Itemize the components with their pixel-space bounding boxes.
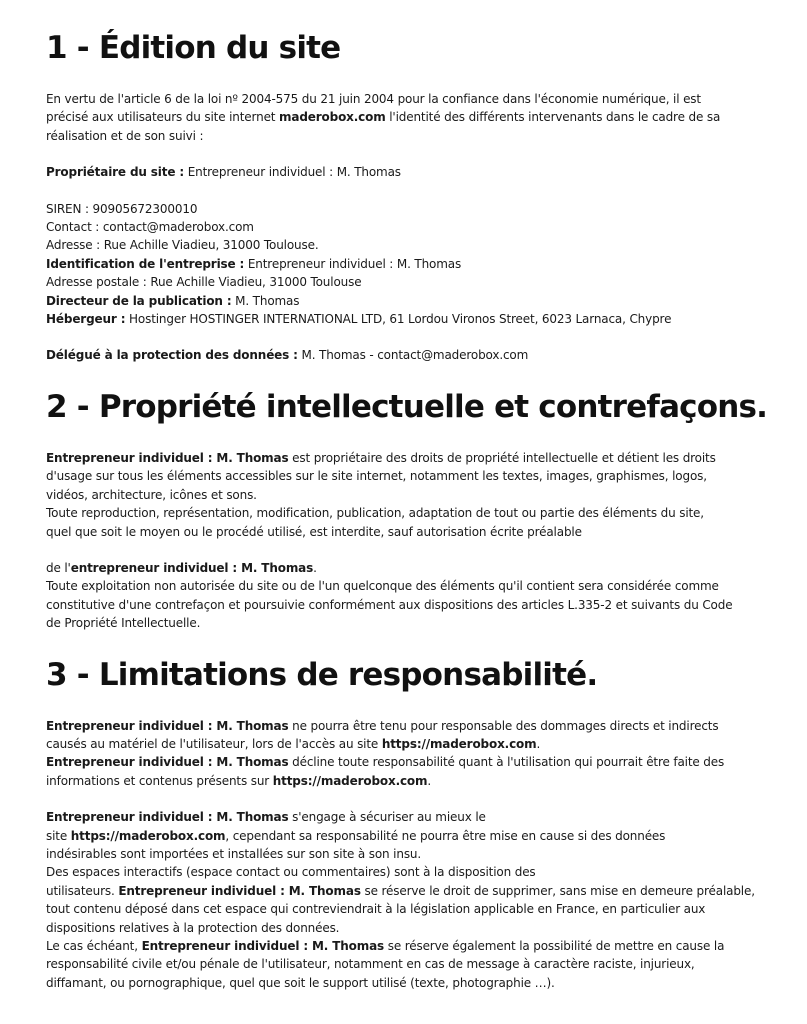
ip-line-7: Toute exploitation non autorisée du site ou de l'un quelconque des éléments qu'il contient sera considérée comme [46, 579, 719, 594]
security-line-8: Le cas échéant, Entrepreneur individuel : M. Thomas se réserve également la possibilité de mettre en cause la [46, 939, 725, 953]
intro-line-1: En vertu de l'article 6 de la loi nº 2004-575 du 21 juin 2004 pour la confiance dans l'économie numérique, il est [46, 92, 701, 106]
intro-line-3: réalisation et de son suivi : [46, 128, 204, 143]
siren-line: SIREN : 90905672300010 [46, 201, 198, 216]
liability-line-4: informations et contenus présents sur https://maderobox.com. [46, 773, 432, 788]
liability-line-2: causés au matériel de l'utilisateur, lors de l'accès au site https://maderobox.com. [46, 736, 541, 751]
section-3-title: 3 - Limitations de responsabilité. [46, 656, 598, 693]
security-line-4: Des espaces interactifs (espace contact ou commentaires) sont à la disposition des [46, 865, 536, 880]
section-1-title: 1 - Édition du site [46, 30, 341, 66]
liability-line-1: Entrepreneur individuel : M. Thomas ne pourra être tenu pour responsable des dommages directs et indirects [46, 718, 719, 733]
security-line-6: tout contenu déposé dans cet espace qui contreviendrait à la législation applicable en France, en particulier aux [46, 902, 706, 917]
site-link[interactable]: https://maderobox.com [381, 736, 537, 751]
host-line: Hébergeur : Hostinger HOSTINGER INTERNATIONAL LTD, 61 Lordou Vironos Street, 6023 Larnaca, Chypre [46, 312, 672, 327]
ip-line-3: vidéos, architecture, icônes et sons. [46, 487, 257, 502]
liability-line-3: Entrepreneur individuel : M. Thomas décline toute responsabilité quant à l'utilisation qui pourrait être faite des [46, 755, 725, 770]
site-domain: maderobox.com [279, 110, 386, 125]
dpo-line: Délégué à la protection des données : M. Thomas - contact@maderobox.com [46, 348, 529, 363]
owner-line: Propriétaire du site : Entrepreneur individuel : M. Thomas [46, 165, 401, 180]
security-line-1: Entrepreneur individuel : M. Thomas s'engage à sécuriser au mieux le [46, 810, 486, 825]
security-line-3: indésirables sont importées et installées sur son site à son insu. [46, 846, 422, 861]
legal-notice-page [46, 22, 766, 992]
identification-line: Identification de l'entreprise : Entrepreneur individuel : M. Thomas [46, 256, 462, 271]
ip-line-4: Toute reproduction, représentation, modification, publication, adaptation de tout ou partie des éléments du site, [46, 506, 704, 521]
security-line-2: site https://maderobox.com, cependant sa responsabilité ne pourra être mise en cause si des données [46, 828, 666, 843]
security-line-5: utilisateurs. Entrepreneur individuel : M. Thomas se réserve le droit de supprimer, sans mise en demeure préalable, [46, 883, 755, 898]
security-line-10: diffamant, ou pornographique, quel que soit le support utilisé (texte, photographie …). [46, 975, 555, 990]
director-line: Directeur de la publication : M. Thomas [46, 293, 300, 308]
intro-line-2: précisé aux utilisateurs du site internet maderobox.com l'identité des différents intervenants dans le cadre de sa [46, 110, 721, 125]
postal-address-line: Adresse postale : Rue Achille Viadieu, 31000 Toulouse [46, 275, 362, 290]
ip-line-2: d'usage sur tous les éléments accessibles sur le site internet, notamment les textes, images, graphismes, logos, [46, 469, 707, 484]
address-line: Adresse : Rue Achille Viadieu, 31000 Toulouse. [46, 238, 319, 253]
ip-line-1: Entrepreneur individuel : M. Thomas est propriétaire des droits de propriété intellectuelle et détient les droits [46, 450, 716, 465]
security-line-9: responsabilité civile et/ou pénale de l'utilisateur, notamment en cas de message à caractère raciste, injurieux, [46, 957, 695, 972]
security-line-7: dispositions relatives à la protection des données. [46, 920, 340, 935]
ip-line-6: de l'entrepreneur individuel : M. Thomas. [46, 560, 317, 575]
contact-line: Contact : contact@maderobox.com [46, 220, 254, 235]
site-link[interactable]: https://maderobox.com [272, 773, 428, 788]
ip-line-8: constitutive d'une contrefaçon et poursuivie conformément aux dispositions des articles L.335-2 et suivants du Code [46, 597, 733, 612]
ip-line-9: de Propriété Intellectuelle. [46, 616, 201, 631]
section-2-title: 2 - Propriété intellectuelle et contrefaçons. [46, 388, 768, 425]
ip-line-5: quel que soit le moyen ou le procédé utilisé, est interdite, sauf autorisation écrite préalable [46, 524, 582, 539]
site-link[interactable]: https://maderobox.com [70, 828, 226, 843]
